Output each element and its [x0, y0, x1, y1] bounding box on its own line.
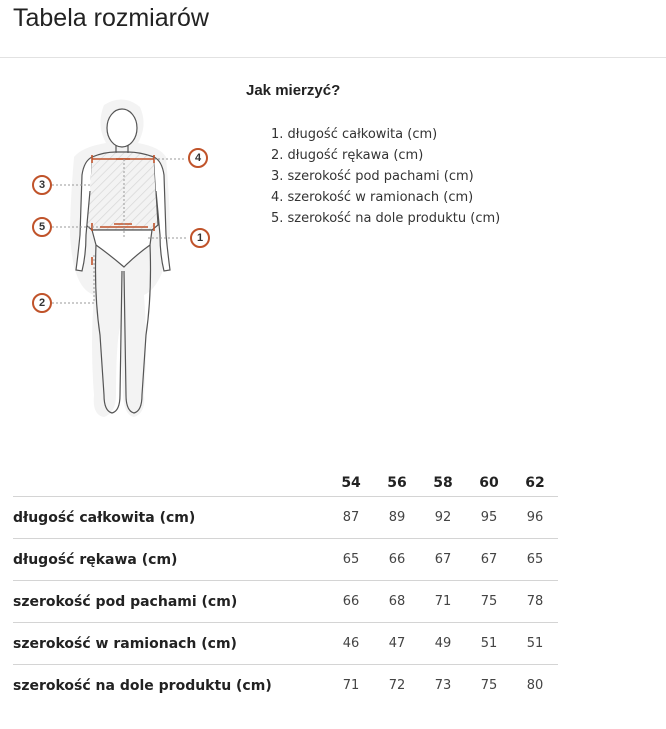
table-cell: 87 — [342, 510, 360, 525]
table-cell: 49 — [434, 636, 452, 651]
marker-3 — [32, 175, 52, 195]
measurement-list — [246, 124, 500, 229]
marker-4-label: 4 — [194, 152, 202, 164]
marker-2 — [32, 293, 52, 313]
marker-3-label: 3 — [38, 179, 46, 191]
table-cell: 71 — [342, 678, 360, 694]
table-cell: 67 — [480, 552, 498, 567]
page-title: Tabela rozmiarów — [13, 4, 209, 32]
table-cell: 71 — [434, 594, 452, 609]
measurement-item: 5. szerokość na dole produktu (cm) — [271, 211, 501, 226]
table-cell: 65 — [526, 552, 544, 567]
table-cell: 95 — [480, 510, 498, 525]
size-header: 60 — [479, 475, 499, 491]
body-figure-icon — [20, 95, 220, 435]
table-cell: 51 — [526, 636, 544, 651]
table-row — [13, 539, 558, 581]
table-cell: 75 — [480, 594, 498, 609]
size-header-row — [13, 470, 558, 497]
table-cell: 73 — [434, 678, 452, 694]
table-cell: 96 — [526, 510, 544, 525]
size-header: 58 — [433, 475, 453, 491]
table-row — [13, 623, 558, 665]
table-cell: 78 — [526, 594, 544, 609]
size-table — [13, 470, 558, 707]
table-row — [13, 497, 558, 539]
table-cell: 68 — [388, 594, 406, 609]
marker-5 — [32, 217, 52, 237]
marker-1 — [190, 228, 210, 248]
measurement-figure — [20, 95, 220, 435]
size-header: 56 — [387, 475, 407, 491]
size-header: 62 — [525, 475, 545, 491]
table-cell: 66 — [342, 594, 360, 609]
row-label: szerokość na dole produktu (cm) — [13, 677, 272, 694]
measurement-item: 2. długość rękawa (cm) — [271, 148, 424, 163]
table-cell: 75 — [480, 678, 498, 694]
marker-4 — [188, 148, 208, 168]
row-label: szerokość pod pachami (cm) — [13, 593, 238, 610]
table-cell: 46 — [342, 636, 360, 651]
row-label: długość rękawa (cm) — [13, 551, 178, 568]
size-header: 54 — [341, 475, 361, 491]
measurement-item: 4. szerokość w ramionach (cm) — [271, 190, 474, 205]
marker-1-label: 1 — [196, 232, 204, 244]
table-cell: 66 — [388, 552, 406, 567]
table-cell: 89 — [388, 510, 406, 525]
table-row — [13, 665, 558, 707]
table-cell: 72 — [388, 678, 406, 694]
table-cell: 65 — [342, 552, 360, 567]
row-label: długość całkowita (cm) — [13, 509, 196, 526]
table-cell: 51 — [480, 636, 498, 651]
label-column-header — [13, 470, 328, 497]
howto-heading: Jak mierzyć? — [246, 82, 341, 99]
title-divider — [0, 57, 666, 58]
marker-5-label: 5 — [38, 221, 46, 233]
measurement-item: 1. długość całkowita (cm) — [271, 127, 438, 142]
table-row — [13, 581, 558, 623]
marker-2-label: 2 — [38, 297, 46, 309]
table-cell: 47 — [388, 636, 406, 651]
measurement-item: 3. szerokość pod pachami (cm) — [271, 169, 474, 184]
table-cell: 67 — [434, 552, 452, 567]
table-cell: 80 — [526, 678, 544, 694]
row-label: szerokość w ramionach (cm) — [13, 635, 237, 652]
table-cell: 92 — [434, 510, 452, 525]
